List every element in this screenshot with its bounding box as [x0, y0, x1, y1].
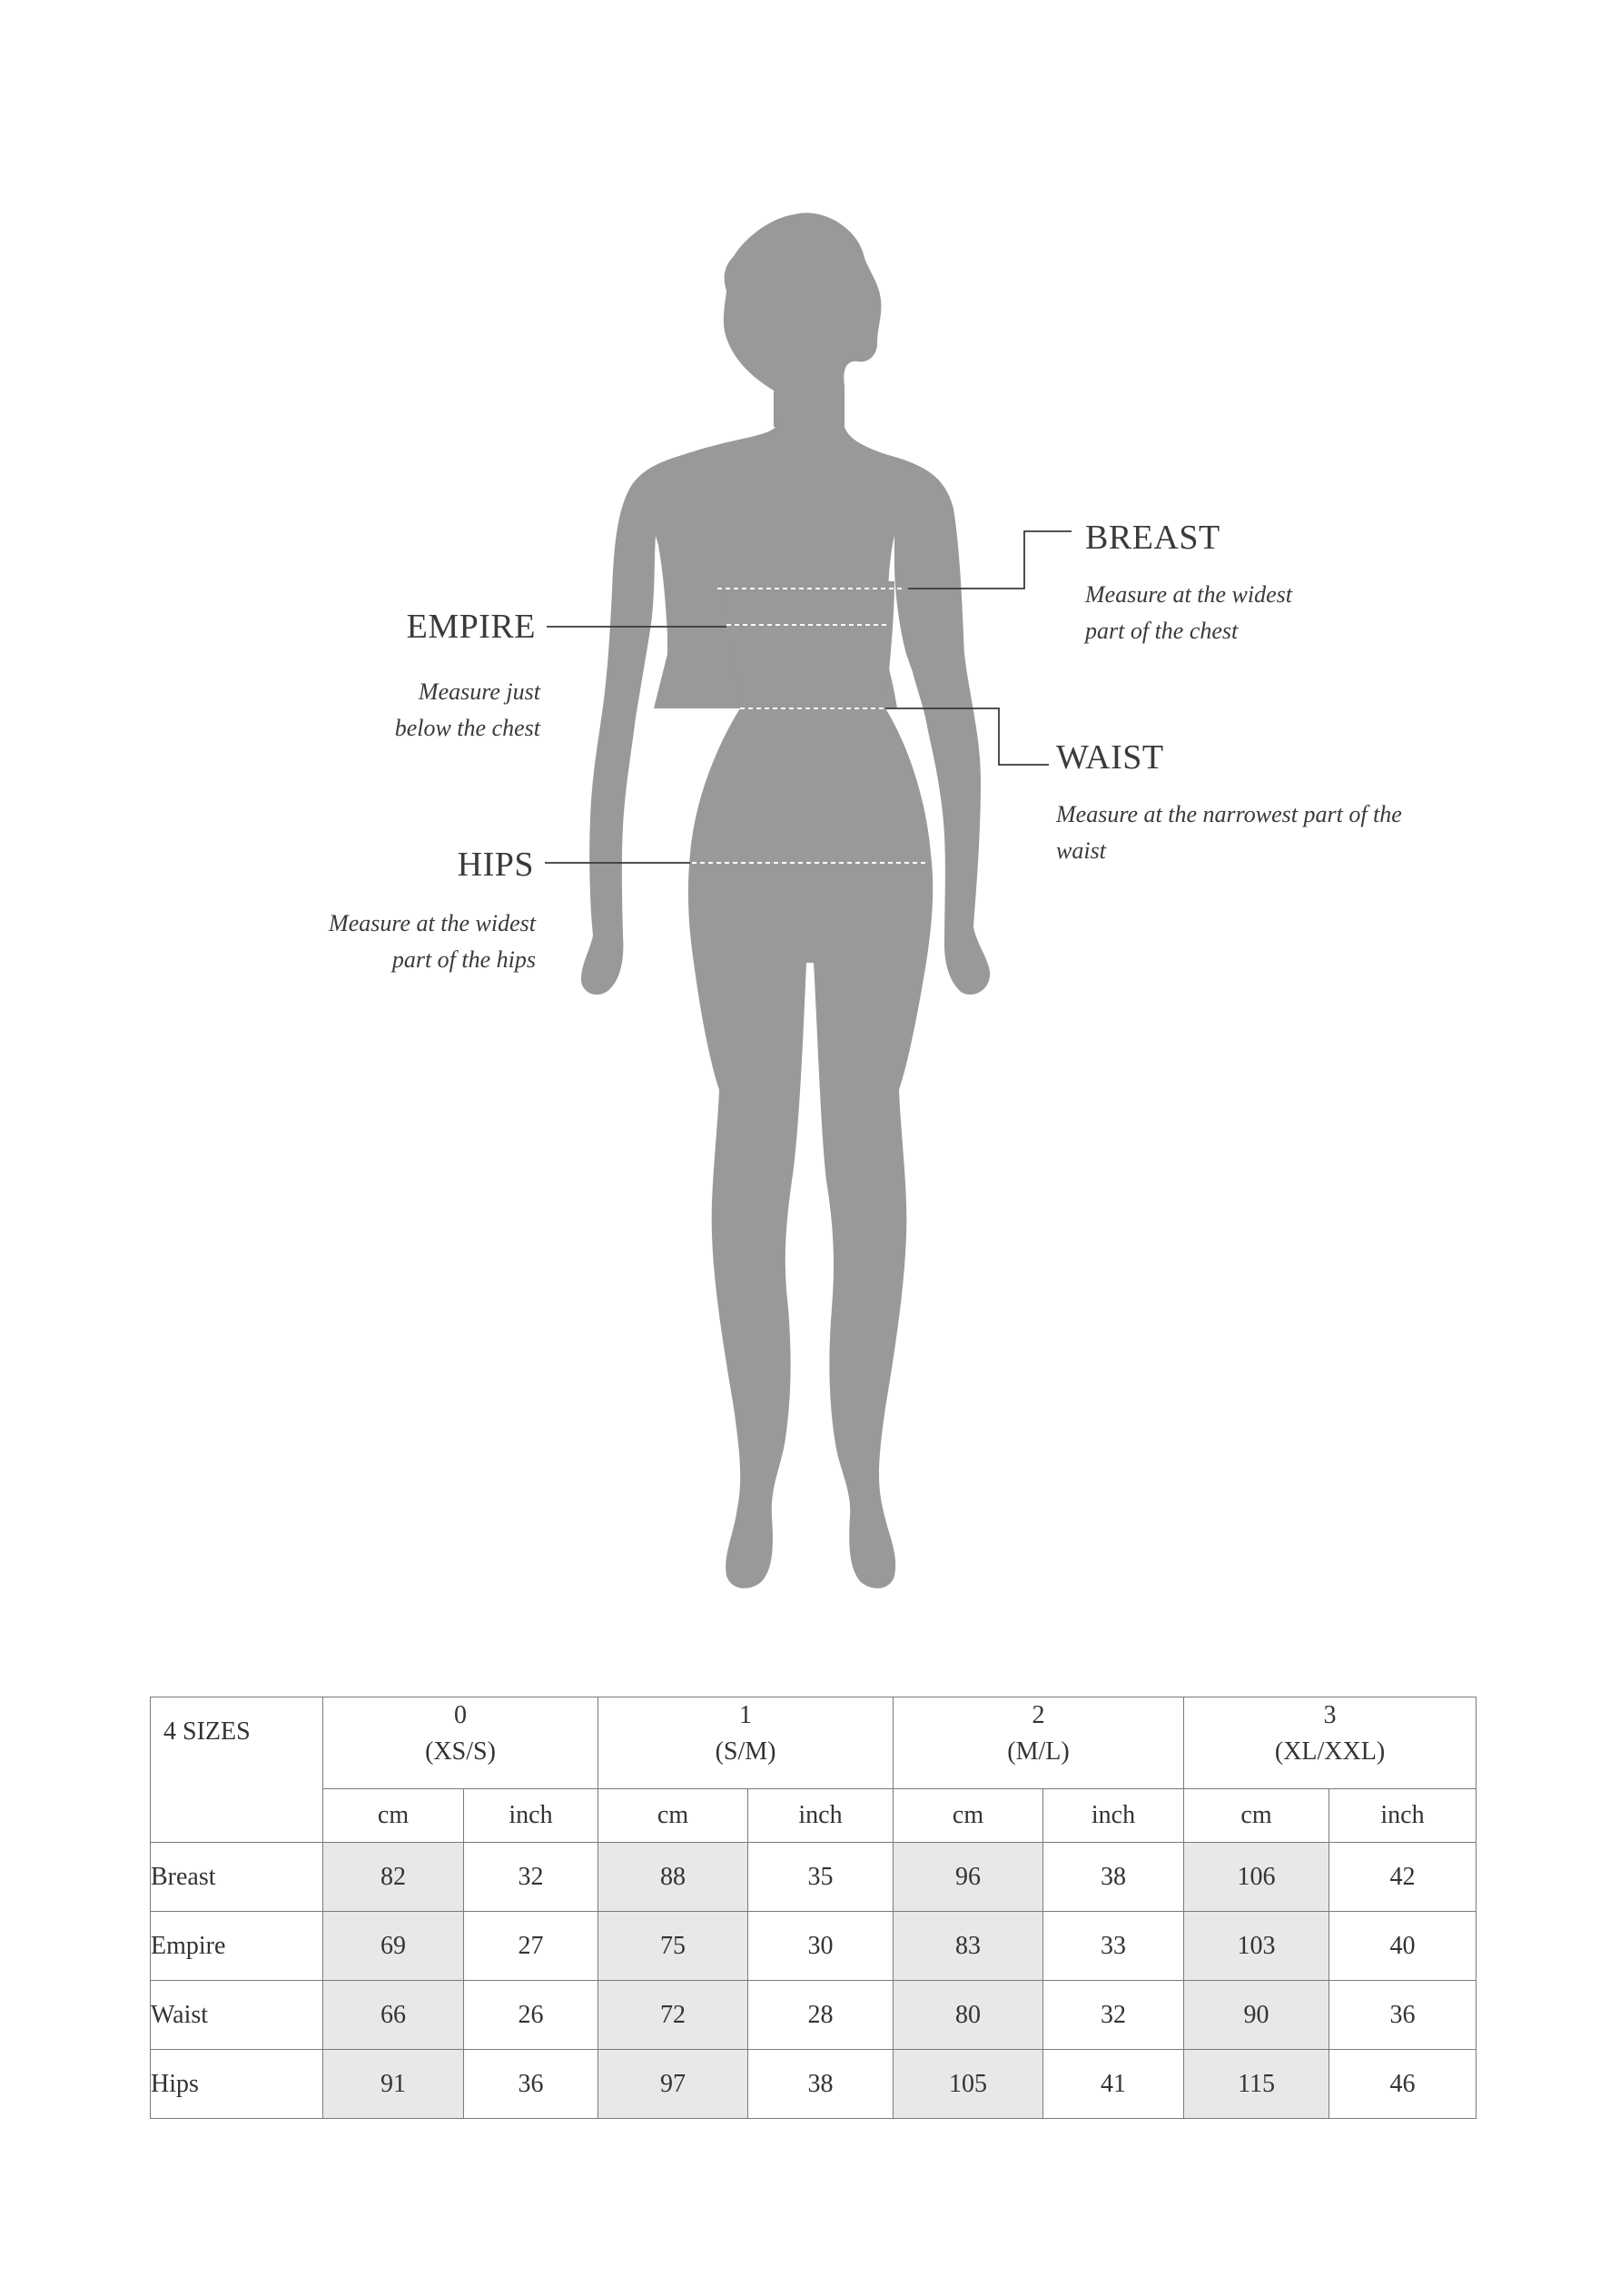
cell-cm: 75 — [598, 1912, 748, 1981]
empire-desc-line: Measure just — [418, 678, 540, 705]
unit-cm: cm — [598, 1789, 748, 1843]
table-row — [151, 1981, 1477, 2050]
waist-desc-line: Measure at the narrowest part of the — [1056, 801, 1402, 827]
cell-inch: 33 — [1043, 1912, 1184, 1981]
waist-description — [1056, 797, 1402, 869]
hips-label: HIPS — [457, 846, 534, 884]
table-row — [151, 2050, 1477, 2119]
row-label: Empire — [151, 1912, 323, 1981]
unit-cm: cm — [1184, 1789, 1329, 1843]
unit-cm: cm — [323, 1789, 464, 1843]
cell-cm: 96 — [894, 1843, 1043, 1912]
hips-desc-line: part of the hips — [391, 946, 536, 973]
size-number: 3 — [1323, 1701, 1337, 1729]
waist-label: WAIST — [1056, 738, 1164, 777]
cell-inch: 32 — [1043, 1981, 1184, 2050]
cell-cm: 69 — [323, 1912, 464, 1981]
table-corner-label: 4 SIZES — [151, 1697, 323, 1843]
body-silhouette — [581, 213, 990, 1588]
cell-cm: 80 — [894, 1981, 1043, 2050]
size-number: 0 — [454, 1701, 467, 1729]
size-number: 1 — [739, 1701, 753, 1729]
cell-inch: 27 — [464, 1912, 598, 1981]
waist-desc-line: waist — [1056, 837, 1106, 864]
size-name: (XL/XXL) — [1274, 1737, 1386, 1766]
size-0-header — [323, 1697, 598, 1789]
cell-inch: 30 — [748, 1912, 894, 1981]
size-1-header — [598, 1697, 894, 1789]
size-name: (XS/S) — [425, 1737, 496, 1766]
cell-inch: 41 — [1043, 2050, 1184, 2119]
cell-cm: 103 — [1184, 1912, 1329, 1981]
breast-label: BREAST — [1085, 519, 1220, 557]
row-label: Breast — [151, 1843, 323, 1912]
cell-inch: 38 — [1043, 1843, 1184, 1912]
empire-desc-line: below the chest — [394, 715, 540, 741]
cell-cm: 90 — [1184, 1981, 1329, 2050]
cell-inch: 42 — [1329, 1843, 1477, 1912]
hips-desc-line: Measure at the widest — [329, 910, 536, 936]
unit-cm: cm — [894, 1789, 1043, 1843]
cell-cm: 72 — [598, 1981, 748, 2050]
hips-description — [254, 906, 536, 978]
cell-cm: 106 — [1184, 1843, 1329, 1912]
cell-cm: 88 — [598, 1843, 748, 1912]
empire-description — [272, 674, 540, 747]
cell-cm: 91 — [323, 2050, 464, 2119]
table-row — [151, 1843, 1477, 1912]
empire-label: EMPIRE — [406, 608, 536, 646]
cell-inch: 38 — [748, 2050, 894, 2119]
unit-header-row — [151, 1789, 1477, 1843]
cell-cm: 66 — [323, 1981, 464, 2050]
breast-desc-line: part of the chest — [1085, 618, 1239, 644]
size-header-row — [151, 1697, 1477, 1789]
size-3-header — [1184, 1697, 1477, 1789]
size-chart-table — [150, 1697, 1477, 2119]
cell-inch: 32 — [464, 1843, 598, 1912]
cell-cm: 97 — [598, 2050, 748, 2119]
cell-inch: 28 — [748, 1981, 894, 2050]
size-chart-body — [151, 1843, 1477, 2119]
cell-cm: 105 — [894, 2050, 1043, 2119]
unit-inch: inch — [1329, 1789, 1477, 1843]
cell-cm: 82 — [323, 1843, 464, 1912]
table-row — [151, 1912, 1477, 1981]
size-name: (S/M) — [715, 1737, 776, 1766]
size-name: (M/L) — [1007, 1737, 1070, 1766]
breast-desc-line: Measure at the widest — [1085, 581, 1292, 608]
row-label: Hips — [151, 2050, 323, 2119]
cell-inch: 36 — [464, 2050, 598, 2119]
cell-inch: 40 — [1329, 1912, 1477, 1981]
cell-inch: 36 — [1329, 1981, 1477, 2050]
unit-inch: inch — [464, 1789, 598, 1843]
unit-inch: inch — [1043, 1789, 1184, 1843]
cell-inch: 46 — [1329, 2050, 1477, 2119]
row-label: Waist — [151, 1981, 323, 2050]
cell-cm: 115 — [1184, 2050, 1329, 2119]
cell-inch: 26 — [464, 1981, 598, 2050]
breast-description — [1085, 577, 1292, 649]
unit-inch: inch — [748, 1789, 894, 1843]
cell-inch: 35 — [748, 1843, 894, 1912]
size-2-header — [894, 1697, 1184, 1789]
cell-cm: 83 — [894, 1912, 1043, 1981]
size-number: 2 — [1032, 1701, 1045, 1729]
